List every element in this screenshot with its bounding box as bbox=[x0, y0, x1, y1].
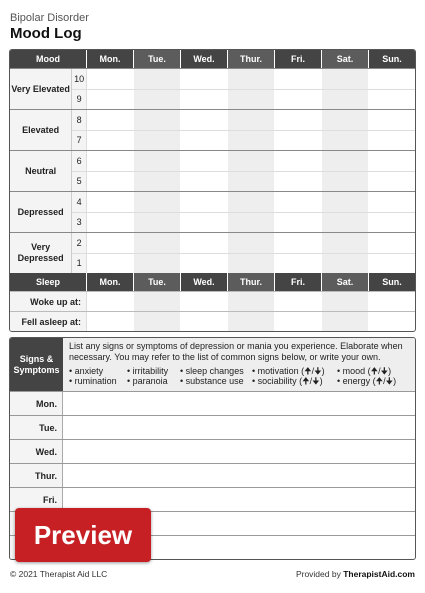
day-header-sun: Sun. bbox=[368, 273, 415, 291]
footer-brand-link[interactable]: TherapistAid.com bbox=[343, 569, 415, 579]
signs-day-label: Tue. bbox=[10, 416, 63, 439]
mood-row bbox=[86, 192, 415, 212]
symptom-item: • substance use bbox=[180, 376, 244, 387]
footer-provided-label: Provided by bbox=[295, 569, 341, 579]
mood-row bbox=[86, 110, 415, 130]
mood-cells bbox=[86, 69, 415, 109]
symptom-item: • anxiety bbox=[69, 365, 104, 376]
mood-group bbox=[10, 232, 415, 273]
document-subtitle: Bipolar Disorder bbox=[10, 12, 89, 24]
mood-group-label: Very Elevated bbox=[10, 69, 72, 109]
mood-cells bbox=[86, 192, 415, 232]
symptom-list bbox=[69, 366, 409, 388]
sleep-header-row bbox=[10, 273, 415, 291]
day-header-thur: Thur. bbox=[227, 273, 274, 291]
mood-levels bbox=[72, 110, 86, 150]
signs-day-row bbox=[10, 463, 415, 487]
day-header-sat: Sat. bbox=[321, 273, 368, 291]
day-header-tue: Tue. bbox=[133, 50, 180, 68]
mood-row bbox=[86, 151, 415, 171]
mood-level: 4 bbox=[72, 192, 86, 212]
mood-grid bbox=[9, 49, 416, 332]
day-header-wed: Wed. bbox=[180, 273, 227, 291]
mood-level: 7 bbox=[72, 130, 86, 151]
mood-level: 10 bbox=[72, 69, 86, 89]
symptom-item: • energy (🠉/🠋) bbox=[337, 376, 397, 387]
mood-level: 2 bbox=[72, 233, 86, 253]
symptom-item: • paranoia bbox=[127, 376, 168, 387]
mood-header-row bbox=[10, 50, 415, 68]
signs-day-row bbox=[10, 439, 415, 463]
symptom-item: • rumination bbox=[69, 376, 117, 387]
signs-instruction-text: List any signs or symptoms of depression or mania you experience. Elaborate when necessary. You may refer to the list of common signs below, or write your own. bbox=[69, 341, 403, 362]
mood-group bbox=[10, 150, 415, 191]
mood-row bbox=[86, 69, 415, 89]
preview-badge: Preview bbox=[15, 508, 151, 562]
mood-group bbox=[10, 68, 415, 109]
symptom-item: • motivation (🠉/🠋) bbox=[252, 365, 325, 376]
document-title: Mood Log bbox=[10, 25, 82, 42]
mood-group bbox=[10, 191, 415, 232]
mood-levels bbox=[72, 151, 86, 191]
signs-day-row bbox=[10, 415, 415, 439]
signs-day-label: Wed. bbox=[10, 440, 63, 463]
mood-group-label: Depressed bbox=[10, 192, 72, 232]
signs-entry[interactable] bbox=[63, 392, 415, 415]
symptom-item: • sociability (🠉/🠋) bbox=[252, 376, 323, 387]
signs-instructions bbox=[63, 338, 415, 391]
mood-header-label: Mood bbox=[36, 54, 60, 64]
mood-row bbox=[86, 253, 415, 274]
mood-levels bbox=[72, 192, 86, 232]
sleep-row-asleep bbox=[10, 311, 415, 331]
mood-group bbox=[10, 109, 415, 150]
mood-level: 8 bbox=[72, 110, 86, 130]
signs-header bbox=[10, 338, 415, 391]
day-header-wed: Wed. bbox=[180, 50, 227, 68]
mood-row bbox=[86, 89, 415, 110]
symptom-item: • sleep changes bbox=[180, 365, 244, 376]
signs-entry[interactable] bbox=[63, 440, 415, 463]
mood-row bbox=[86, 233, 415, 253]
mood-levels bbox=[72, 233, 86, 273]
day-header-mon: Mon. bbox=[86, 273, 133, 291]
mood-cells bbox=[86, 151, 415, 191]
signs-day-label: Thur. bbox=[10, 464, 63, 487]
day-header-sat: Sat. bbox=[321, 50, 368, 68]
sleep-row-woke bbox=[10, 291, 415, 311]
mood-level: 1 bbox=[72, 253, 86, 274]
footer-provided-by bbox=[296, 569, 415, 579]
mood-cells bbox=[86, 110, 415, 150]
footer-copyright: © 2021 Therapist Aid LLC bbox=[10, 569, 108, 579]
mood-level: 3 bbox=[72, 212, 86, 233]
mood-levels bbox=[72, 69, 86, 109]
symptom-item: • irritability bbox=[127, 365, 169, 376]
mood-cells bbox=[86, 233, 415, 273]
mood-row bbox=[86, 171, 415, 192]
symptom-item: • mood (🠉/🠋) bbox=[337, 365, 392, 376]
sleep-header-label: Sleep bbox=[35, 277, 60, 287]
signs-day-label: Fri. bbox=[10, 488, 63, 511]
mood-group-label: Neutral bbox=[10, 151, 72, 191]
signs-entry[interactable] bbox=[63, 416, 415, 439]
mood-group-label: Very Depressed bbox=[10, 233, 72, 273]
mood-row bbox=[86, 130, 415, 151]
mood-group-label: Elevated bbox=[10, 110, 72, 150]
mood-level: 5 bbox=[72, 171, 86, 192]
mood-row bbox=[86, 212, 415, 233]
sleep-row-label: Fell asleep at: bbox=[10, 312, 86, 331]
signs-day-label: Mon. bbox=[10, 392, 63, 415]
day-header-fri: Fri. bbox=[274, 50, 321, 68]
signs-entry[interactable] bbox=[63, 464, 415, 487]
day-header-fri: Fri. bbox=[274, 273, 321, 291]
mood-level: 9 bbox=[72, 89, 86, 110]
signs-label: Signs & Symptoms bbox=[10, 338, 63, 391]
day-header-thur: Thur. bbox=[227, 50, 274, 68]
sleep-row-label: Woke up at: bbox=[10, 292, 86, 311]
day-header-tue: Tue. bbox=[133, 273, 180, 291]
signs-day-row bbox=[10, 391, 415, 415]
day-header-sun: Sun. bbox=[368, 50, 415, 68]
day-header-mon: Mon. bbox=[86, 50, 133, 68]
mood-level: 6 bbox=[72, 151, 86, 171]
